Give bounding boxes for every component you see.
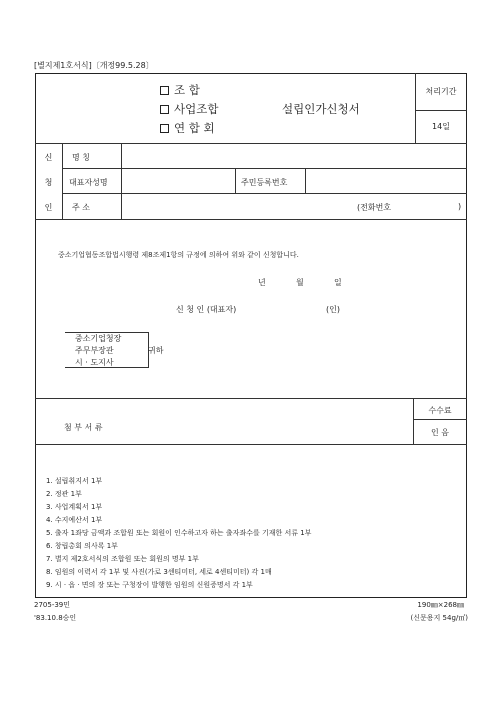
address-field[interactable] (122, 194, 342, 218)
attachment-item: 2. 정관 1부 (46, 490, 82, 498)
recipient-sme-admin: 중소기업청장 (75, 334, 122, 343)
recipient-governor: 시 · 도지사 (75, 358, 114, 367)
applicant-signature-label: 신 청 인 (대표자) (176, 305, 237, 314)
form-code: 2705-39민 (34, 601, 71, 609)
attachments-heading: 첨 부 서 류 (64, 423, 103, 432)
fee-label: 수수료 (428, 406, 452, 415)
date-day: 일 (334, 278, 342, 287)
option-business-union[interactable]: 사업조합 (160, 101, 218, 117)
applicant-side-2: 청 (44, 178, 53, 187)
application-statement: 중소기업협동조합법시행령 제8조제1항의 규정에 의하여 위와 같이 신청합니다. (58, 251, 299, 259)
document-title: 설립인가신청서 (282, 102, 360, 116)
phone-field[interactable] (395, 194, 455, 218)
approval-date: '83.10.8승인 (34, 614, 77, 622)
applicant-side-3: 인 (44, 203, 53, 212)
form-reference: [별지제1호서식]〔개정99.5.28〕 (34, 61, 154, 70)
checkbox-icon[interactable] (160, 105, 169, 114)
checkbox-icon[interactable] (160, 86, 169, 95)
rep-id-divider-1 (235, 168, 236, 194)
applicant-signature-field[interactable] (245, 300, 315, 314)
resident-id-label: 주민등록번호 (241, 178, 288, 187)
applicant-side-divider (62, 143, 63, 219)
attachment-item: 8. 임원의 이력서 각 1부 및 사진(가로 3센티미터, 세로 4센티미터) 각 1매 (46, 568, 272, 576)
paper-size: 190㎜×268㎜ (417, 601, 464, 609)
attachment-item: 9. 시 · 읍 · 면의 장 또는 구청장이 발행한 임원의 신원증명서 각 1부 (46, 581, 253, 589)
recipient-minister: 주무부장관 (75, 346, 114, 355)
address-label: 주 소 (72, 203, 90, 212)
applicant-side-1: 신 (44, 153, 53, 162)
attachment-item: 6. 창립총회 의사록 1부 (46, 542, 118, 550)
attachments-top-border (35, 398, 467, 399)
seal-mark: (인) (326, 305, 340, 314)
phone-open: (전화번호 (357, 203, 392, 212)
proc-divider (415, 110, 467, 111)
fee-row-divider (413, 419, 467, 420)
attachments-header-border (35, 444, 467, 445)
honorific: 귀하 (148, 346, 164, 355)
date-year: 년 (258, 278, 266, 287)
date-month: 월 (296, 278, 304, 287)
processing-period-label: 처리기간 (425, 87, 457, 96)
phone-close: ) (458, 202, 462, 211)
representative-label: 대표자성명 (69, 178, 108, 187)
attachment-item: 1. 설립취지서 1부 (46, 477, 103, 485)
applicant-bottom-border (35, 219, 467, 220)
paper-type: (신문용지 54g/㎡) (410, 614, 468, 622)
attachment-item: 5. 출자 1좌당 금액과 조합원 또는 회원이 인수하고자 하는 출자좌수를 기재한 서류 1부 (46, 529, 312, 537)
revenue-stamp-label: 인 음 (431, 428, 449, 437)
title-divider (415, 73, 416, 143)
processing-period-value: 14일 (432, 122, 450, 131)
name-field[interactable] (122, 144, 466, 168)
checkbox-icon[interactable] (160, 124, 169, 133)
option-union[interactable]: 조 합 (160, 82, 200, 98)
attachment-item: 7. 별지 제2호서식의 조합원 또는 회원의 명부 1부 (46, 555, 199, 563)
resident-id-field[interactable] (306, 169, 466, 193)
attachment-item: 4. 수지예산서 1부 (46, 516, 103, 524)
name-label: 명 칭 (72, 153, 90, 162)
attachment-item: 3. 사업계획서 1부 (46, 503, 103, 511)
option-federation[interactable]: 연 합 회 (160, 120, 215, 136)
representative-field[interactable] (122, 169, 234, 193)
